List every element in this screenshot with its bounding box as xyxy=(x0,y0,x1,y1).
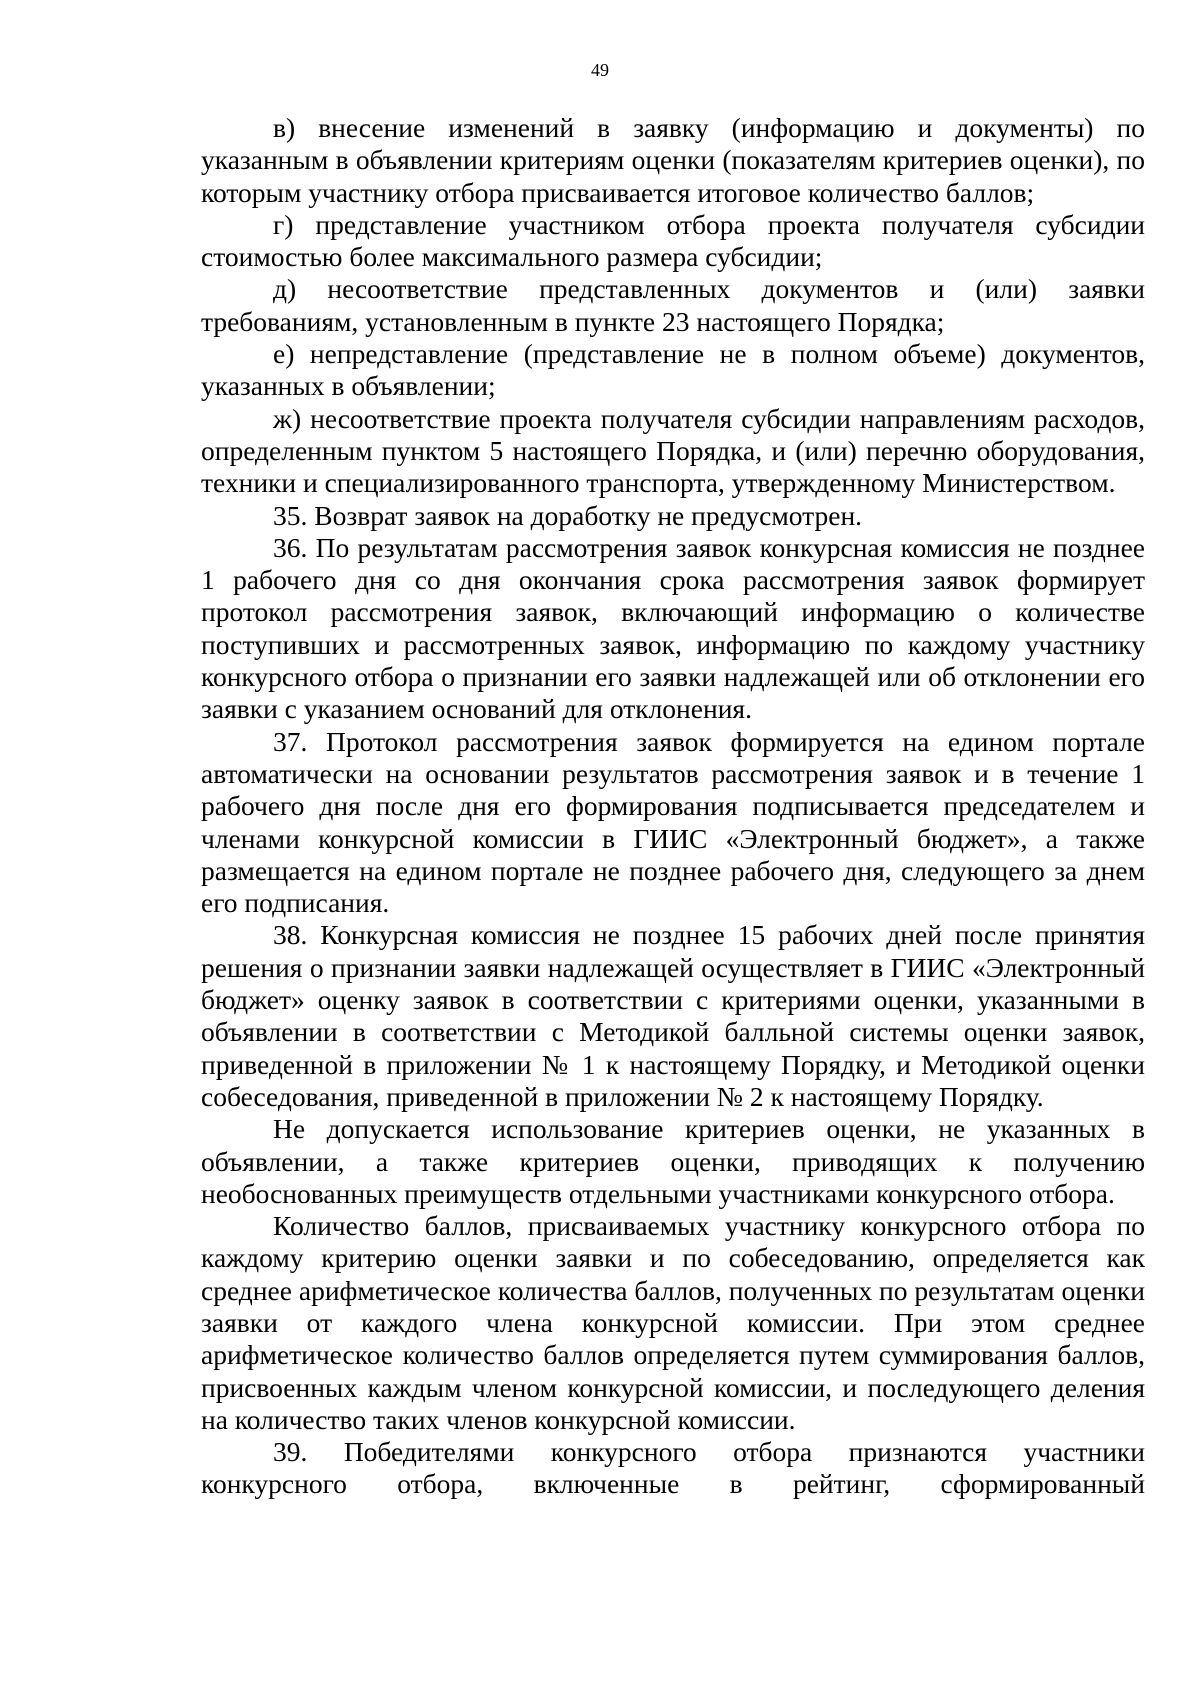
paragraph-e-missing-documents: е) непредставление (представление не в полном объеме) документов, указанных в объявлении; xyxy=(201,338,1145,402)
paragraph-g-project-cost: г) представление участником отбора проекта получателя субсидии стоимостью более максимального размера субсидии; xyxy=(201,208,1145,273)
page-number: 49 xyxy=(591,60,609,80)
paragraph-38-evaluation: 38. Конкурсная комиссия не позднее 15 рабочих дней после принятия решения о признании заявки надлежащей осуществляет в ГИИС «Электронный бюджет» оценку заявок в соответствии с критериями оценки, указанными в объявлении в соответствии с Методикой балльной системы оценки заявок, приведенной в приложении № 1 к настоящему Порядку, и Методикой оценки собеседования, приведенной в приложении № 2 к настоящему Порядку. xyxy=(201,919,1145,1112)
paragraph-35-no-return: 35. Возврат заявок на доработку не предусмотрен. xyxy=(273,499,863,531)
paragraph-criteria-restriction: Не допускается использование критериев оценки, не указанных в объявлении, а также критериев оценки, приводящих к получению необоснованных преимуществ отдельными участниками конкурсного отбора. xyxy=(201,1113,1145,1209)
paragraph-v-amendments: в) внесение изменений в заявку (информацию и документы) по указанным в объявлении критериям оценки (показателям критериев оценки), по которым участнику отбора присваивается итоговое количество баллов; xyxy=(201,112,1145,208)
paragraph-37-protocol-signing: 37. Протокол рассмотрения заявок формируется на едином портале автоматически на основании результатов рассмотрения заявок и в течение 1 рабочего дня после дня его формирования подписывается председателем и членами конкурсной комиссии в ГИИС «Электронный бюджет», а также размещается на едином портале не позднее рабочего дня, следующего за днем его подписания. xyxy=(201,725,1145,919)
paragraph-zh-expense-directions: ж) несоответствие проекта получателя субсидии направлениям расходов, определенным пунктом 5 настоящего Порядка, и (или) перечню оборудования, техники и специализированного транспорта, утвержденному Министерством. xyxy=(201,402,1145,499)
paragraph-d-noncompliance: д) несоответствие представленных документов и (или) заявки требованиям, установленным в пункте 23 настоящего Порядка; xyxy=(201,273,1145,337)
paragraph-score-calculation: Количество баллов, присваиваемых участнику конкурсного отбора по каждому критерию оценки заявки и по собеседованию, определяется как среднее арифметическое количества баллов, полученных по результатам оценки заявки от каждого члена конкурсной комиссии. При этом среднее арифметическое количество баллов определяется путем суммирования баллов, присвоенных каждым членом конкурсной комиссии, и последующего деления на количество таких членов конкурсной комиссии. xyxy=(201,1210,1145,1435)
document-body xyxy=(201,112,1145,1501)
paragraph-36-review-protocol: 36. По результатам рассмотрения заявок конкурсная комиссия не позднее 1 рабочего дня со дня окончания срока рассмотрения заявок формирует протокол рассмотрения заявок, включающий информацию о количестве поступивших и рассмотренных заявок, информацию по каждому участнику конкурсного отбора о признании его заявки надлежащей или об отклонении его заявки с указанием оснований для отклонения. xyxy=(201,531,1145,725)
paragraph-39-winners: 39. Победителями конкурсного отбора признаются участники конкурсного отбора, включенные в рейтинг, сформированный xyxy=(201,1436,1145,1500)
